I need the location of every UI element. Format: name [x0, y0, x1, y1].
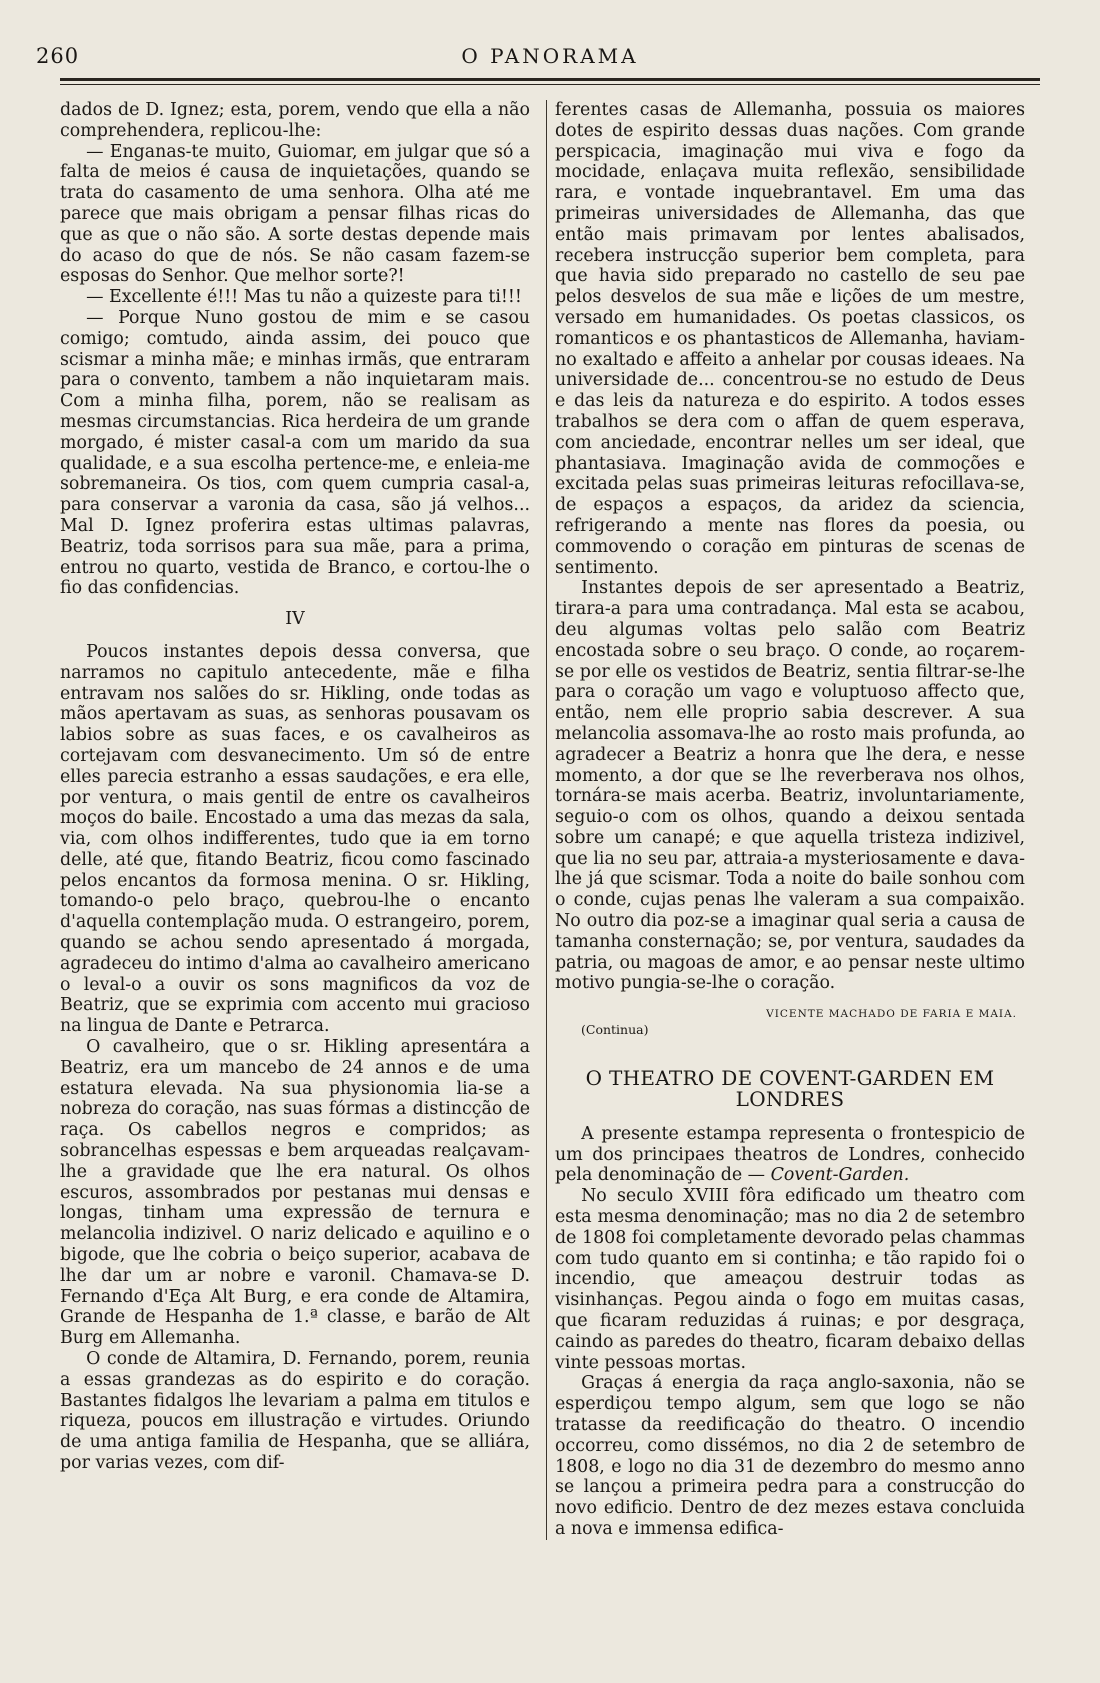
paragraph-text: A presente estampa representa o frontespicio de um dos principaes theatros de Londres, conhecido pela denominação de — — [555, 1123, 1025, 1186]
paragraph: Poucos instantes depois dessa conversa, que narramos no capitulo antecedente, mãe e filha entravam nos salões do sr. Hikling, onde todas as mãos apertavam as suas, as senhoras pousavam os labios sobre as suas faces, e os cavalheiros as cortejavam com desvanecimento. Um só de entre elles parecia estranho a essas saudações, e era elle, por ventura, o mais gentil de entre os cavalheiros moços do baile. Encostado a uma das mezas da sala, via, com olhos indifferentes, tudo que ia em torno delle, até que, fitando Beatriz, ficou como fascinado pelos encantos da formosa menina. O sr. Hikling, tomando-o pelo braço, quebrou-lhe o encanto d'aquella contemplação muda. O estrangeiro, porem, quando se achou sendo apresentado á morgada, agradeceu do intimo d'alma ao cavalheiro americano o leval-o a ouvir os sons magnificos da voz de Beatriz, que se exprimia com accento mui gracioso na lingua de Dante e Petrarca. — [60, 641, 530, 1037]
dialogue-paragraph: — Enganas-te muito, Guiomar, em julgar que só a falta de meios é causa de inquietações, quando se trata do casamento de uma senhora. Olha até me parece que mais obrigam a pensar filhas ricas do que as que o não são. A sorte destas depende mais do acaso do que de nós. Se não casam fazem-se esposas do Senhor. Que melhor sorte?! — [60, 141, 530, 287]
left-column — [60, 100, 530, 1474]
journal-title: O PANORAMA — [461, 44, 639, 68]
theatre-name: Covent-Garden. — [770, 1165, 910, 1186]
column-divider — [546, 100, 547, 1540]
article-heading: O THEATRO DE COVENT-GARDEN EM LONDRES — [585, 1066, 995, 1112]
paragraph — [555, 1124, 1025, 1186]
paragraph: O conde de Altamira, D. Fernando, porem, reunia a essas grandezas as do espirito e do coração. Bastantes fidalgos lhe levariam a palma em titulos e riqueza, poucos em illustração e virtudes. Oriundo de uma antiga familia de Hespanha, que se alliára, por varias vezes, com dif- — [60, 1349, 530, 1473]
chapter-number: IV — [285, 609, 305, 630]
header-rule-thin — [60, 84, 1040, 85]
paragraph: ferentes casas de Allemanha, possuia os maiores dotes de espirito dessas duas nações. Com grande perspicacia, imaginação mui viva e fogo da mocidade, enlaçava muita reflexão, sensibilidade rara, e vontade inquebrantavel. Em uma das primeiras universidades de Allemanha, das que então mais primavam por lentes abalisados, recebera instrucção superior bem completa, para que havia sido preparado no castello de seu pae pelos desvelos de sua mãe e lições de um mestre, versado em humanidades. Os poetas classicos, os romanticos e os phantasticos de Allemanha, haviam-no exaltado e affeito a anhelar por cousas ideaes. Na universidade de... concentrou-se no estudo de Deus e das leis da natureza e do espirito. A todos esses trabalhos se dera com o affan de quem esperava, com anciedade, encontrar nelles um ser ideal, que phantasiava. Imaginação avida de commoções e excitada pelas suas primeiras leituras refocillava-se, de espaços a espaços, da aridez da sciencia, refrigerando a mente nas flores da poesia, ou commovendo o coração em pinturas de scenas de sentimento. — [555, 100, 1025, 578]
right-column — [555, 100, 1025, 1540]
section-spacer — [555, 1042, 1025, 1062]
paragraph: Graças á energia da raça anglo-saxonia, não se esperdiçou tempo algum, sem que logo se não tratasse da reedificação do theatro. O incendio occorreu, como dissémos, no dia 2 de setembro de 1808, e logo no dia 31 de dezembro do mesmo anno se lançou a primeira pedra para a construcção do novo edificio. Dentro de dez mezes estava concluida a nova e immensa edifica- — [555, 1373, 1025, 1539]
paragraph: dados de D. Ignez; esta, porem, vendo que ella a não comprehendera, replicou-lhe: — [60, 100, 530, 141]
continua-note: (Continua) — [581, 1022, 649, 1038]
dialogue-paragraph: — Porque Nuno gostou de mim e se casou comigo; comtudo, ainda assim, dei pouco que scismar a minha mãe; e minhas irmãs, que entraram para o convento, tambem a não inquietaram mais. Com a minha filha, porem, não se realisam as mesmas circumstancias. Rica herdeira de um grande morgado, é mister casal-a com um marido da sua qualidade, e a sua escolha pertence-me, e enleia-me sobremaneira. Os tios, com quem cumpria casal-a, para conservar a varonia da casa, são já velhos... Mal D. Ignez proferira estas ultimas palavras, Beatriz, toda sorrisos para sua mãe, para a prima, entrou no quarto, vestida de Branco, e cortou-lhe o fio das confidencias. — [60, 307, 530, 599]
signature-row — [555, 1002, 1025, 1042]
page-header — [0, 38, 1100, 74]
dialogue-paragraph: — Excellente é!!! Mas tu não a quizeste para ti!!! — [86, 287, 522, 308]
paragraph: O cavalheiro, que o sr. Hikling apresentára a Beatriz, era um mancebo de 24 annos e de uma estatura elevada. Na sua physionomia lia-se a nobreza do coração, nas suas fórmas a distincção de raça. Os cabellos negros e compridos; as sobrancelhas espessas e bem arqueadas realçavam-lhe a gravidade que lhe era natural. Os olhos escuros, assombrados por pestanas mui densas e longas, tinham uma expressão de ternura e melancolia indizivel. O nariz delicado e aquilino e o bigode, que lhe cobria o beiço superior, acabava de lhe dar um ar nobre e varonil. Chamava-se D. Fernando d'Eça Alt Burg, e era conde de Altamira, Grande de Hespanha de 1.ª classe, e barão de Alt Burg em Allemanha. — [60, 1037, 530, 1349]
page-number: 260 — [36, 44, 80, 68]
header-rule-thick — [60, 78, 1040, 81]
paragraph: Instantes depois de ser apresentado a Beatriz, tirara-a para uma contradança. Mal esta se acabou, deu algumas voltas pelo salão com Beatriz encostada sobre o seu braço. O conde, ao roçarem-se por elle os vestidos de Beatriz, sentia filtrar-se-lhe para o coração um vago e voluptuoso affecto que, então, nem elle proprio sabia descrever. A sua melancolia assomava-lhe ao rosto mais profunda, ao agradecer a Beatriz a honra que lhe dera, e nesse momento, a dor que se lhe reverberava nos olhos, tornára-se mais acerba. Beatriz, involuntariamente, seguio-o com os olhos, quando a deixou sentada sobre um canapé; e que aquella tristeza indizivel, que lia no seu par, attraia-a mysteriosamente e dava-lhe já que scismar. Toda a noite do baile sonhou com o conde, cujas penas lhe valeram a sua compaixão. No outro dia poz-se a imaginar qual seria a causa de tamanha consternação; se, por ventura, saudades da patria, ou magoas de amor, e ao pensar neste ultimo motivo pungia-se-lhe o coração. — [555, 578, 1025, 994]
author-signature: VICENTE MACHADO DE FARIA E MAIA. — [766, 1008, 1017, 1021]
paragraph: No seculo XVIII fôra edificado um theatro com esta mesma denominação; mas no dia 2 de setembro de 1808 foi completamente devorado pelas chammas com tudo quanto em si continha; e tão rapido foi o incendio, que ameaçou destruir todas as visinhanças. Pegou ainda o fogo em muitas casas, que ficaram reduzidas á ruinas; e por desgraça, caindo as paredes do theatro, ficaram debaixo dellas vinte pessoas mortas. — [555, 1186, 1025, 1373]
